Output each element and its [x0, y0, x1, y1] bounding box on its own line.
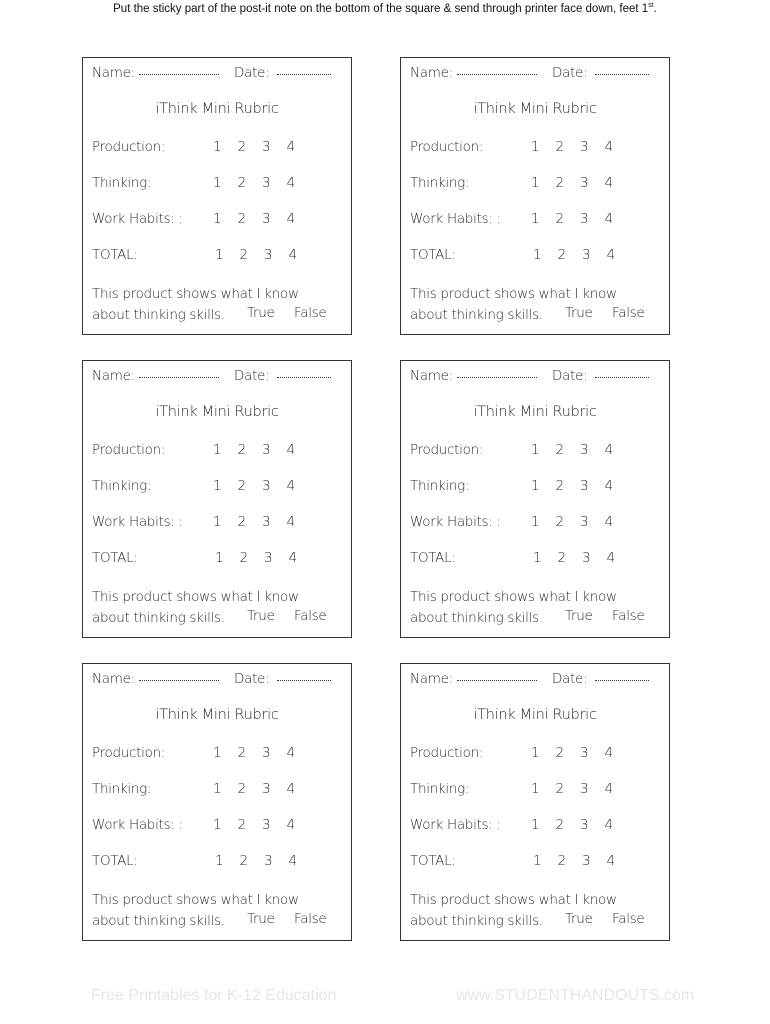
score-options	[213, 442, 311, 458]
score-options	[531, 745, 629, 761]
score-option[interactable]: 2	[239, 247, 248, 263]
criterion-label: Thinking:	[410, 175, 470, 191]
score-option[interactable]: 3	[580, 139, 589, 155]
statement-line-1: This product shows what I know	[410, 589, 617, 605]
criterion-label: Production:	[92, 139, 166, 155]
criterion-label: Work Habits: :	[92, 514, 183, 530]
criterion-label: Thinking:	[92, 478, 152, 494]
name-blank[interactable]	[139, 74, 219, 75]
date-field[interactable]	[552, 671, 649, 687]
score-option[interactable]: 2	[237, 478, 246, 494]
date-label: Date:	[234, 368, 270, 384]
score-option[interactable]: 4	[604, 478, 613, 494]
name-field[interactable]	[92, 65, 219, 81]
score-options	[213, 817, 311, 833]
statement-line-1: This product shows what I know	[92, 286, 299, 302]
name-blank[interactable]	[457, 74, 537, 75]
score-options	[213, 139, 311, 155]
score-option[interactable]: 1	[531, 442, 540, 458]
score-option[interactable]: 4	[286, 781, 295, 797]
date-blank[interactable]	[277, 74, 331, 75]
statement-line-2: about thinking skills.	[410, 913, 543, 929]
score-option[interactable]: 1	[531, 745, 540, 761]
date-label: Date:	[552, 671, 588, 687]
date-field[interactable]	[234, 65, 331, 81]
name-blank[interactable]	[457, 377, 537, 378]
true-option[interactable]: True	[247, 305, 275, 321]
rubric-card	[400, 360, 670, 638]
criterion-label: Thinking:	[92, 781, 152, 797]
date-field[interactable]	[552, 368, 649, 384]
true-option[interactable]: True	[565, 911, 593, 927]
score-option[interactable]: 3	[580, 478, 589, 494]
date-blank[interactable]	[277, 377, 331, 378]
score-option[interactable]: 3	[262, 442, 271, 458]
footer-left-watermark: Free Printables for K-12 Education	[91, 987, 337, 1004]
name-field[interactable]	[410, 671, 537, 687]
statement-line-2: about thinking skills.	[92, 307, 225, 323]
score-option[interactable]: 1	[213, 817, 222, 833]
score-options	[213, 478, 311, 494]
score-option[interactable]: 2	[239, 853, 248, 869]
score-option[interactable]: 1	[531, 211, 540, 227]
score-option[interactable]: 2	[237, 139, 246, 155]
criterion-label: Work Habits: :	[92, 211, 183, 227]
name-label: Name:	[92, 368, 135, 384]
score-option[interactable]: 4	[286, 817, 295, 833]
criterion-label: Thinking:	[410, 478, 470, 494]
score-option[interactable]: 1	[215, 550, 224, 566]
score-option[interactable]: 4	[604, 139, 613, 155]
score-option[interactable]: 3	[580, 442, 589, 458]
score-option[interactable]: 4	[286, 514, 295, 530]
score-option[interactable]: 3	[262, 175, 271, 191]
date-blank[interactable]	[277, 680, 331, 681]
score-option[interactable]: 1	[213, 781, 222, 797]
rubric-title: iThink Mini Rubric	[473, 101, 597, 117]
score-option[interactable]: 1	[533, 247, 542, 263]
criterion-label: TOTAL:	[92, 550, 138, 566]
statement-line-1: This product shows what I know	[410, 286, 617, 302]
score-option[interactable]: 4	[288, 247, 297, 263]
date-label: Date:	[552, 368, 588, 384]
score-options	[531, 442, 629, 458]
date-blank[interactable]	[595, 377, 649, 378]
score-option[interactable]: 3	[262, 514, 271, 530]
name-label: Name:	[92, 65, 135, 81]
criterion-label: Thinking:	[92, 175, 152, 191]
score-option[interactable]: 4	[286, 175, 295, 191]
false-option[interactable]: False	[612, 305, 645, 321]
score-option[interactable]: 1	[531, 817, 540, 833]
score-option[interactable]: 1	[531, 478, 540, 494]
statement-line-2: about thinking skills.	[92, 610, 225, 626]
date-label: Date:	[234, 65, 270, 81]
score-option[interactable]: 2	[555, 175, 564, 191]
score-options	[215, 853, 313, 869]
criterion-label: TOTAL:	[410, 550, 456, 566]
score-option[interactable]: 2	[555, 211, 564, 227]
score-options	[213, 781, 311, 797]
criterion-label: TOTAL:	[410, 853, 456, 869]
score-option[interactable]: 2	[555, 514, 564, 530]
score-option[interactable]: 4	[604, 514, 613, 530]
score-option[interactable]: 4	[286, 442, 295, 458]
true-option[interactable]: True	[247, 608, 275, 624]
statement-line-2: about thinking skills.	[92, 913, 225, 929]
score-option[interactable]: 3	[262, 781, 271, 797]
score-option[interactable]: 4	[604, 745, 613, 761]
score-option[interactable]: 1	[533, 853, 542, 869]
score-options	[533, 550, 631, 566]
score-option[interactable]: 4	[286, 211, 295, 227]
statement-line-1: This product shows what I know	[92, 892, 299, 908]
score-options	[213, 211, 311, 227]
score-option[interactable]: 2	[237, 442, 246, 458]
statement-line-2: about thinking skills.	[410, 307, 543, 323]
statement-line-1: This product shows what I know	[92, 589, 299, 605]
criterion-label: TOTAL:	[410, 247, 456, 263]
score-option[interactable]: 2	[555, 781, 564, 797]
criterion-label: Production:	[92, 442, 166, 458]
score-options	[213, 175, 311, 191]
score-option[interactable]: 2	[555, 745, 564, 761]
false-option[interactable]: False	[294, 305, 327, 321]
false-option[interactable]: False	[294, 911, 327, 927]
score-option[interactable]: 3	[582, 853, 591, 869]
name-label: Name:	[410, 368, 453, 384]
score-option[interactable]: 4	[286, 139, 295, 155]
printing-instruction: Put the sticky part of the post-it note on the bottom of the square & send through printer face down, feet 1st.	[113, 2, 657, 15]
score-option[interactable]: 1	[213, 139, 222, 155]
score-option[interactable]: 2	[239, 550, 248, 566]
score-option[interactable]: 2	[555, 817, 564, 833]
score-options	[213, 514, 311, 530]
score-option[interactable]: 3	[580, 817, 589, 833]
score-option[interactable]: 1	[213, 211, 222, 227]
rubric-card	[82, 360, 352, 638]
score-option[interactable]: 4	[604, 442, 613, 458]
true-option[interactable]: True	[565, 608, 593, 624]
criterion-label: Production:	[92, 745, 166, 761]
rubric-title: iThink Mini Rubric	[473, 707, 597, 723]
score-option[interactable]: 4	[604, 817, 613, 833]
score-option[interactable]: 1	[213, 175, 222, 191]
score-option[interactable]: 1	[531, 781, 540, 797]
score-option[interactable]: 1	[531, 139, 540, 155]
criterion-label: Production:	[410, 139, 484, 155]
score-option[interactable]: 3	[582, 550, 591, 566]
score-option[interactable]: 1	[215, 247, 224, 263]
score-option[interactable]: 2	[555, 478, 564, 494]
score-option[interactable]: 3	[264, 247, 273, 263]
statement-line-2: about thinking skills.	[410, 610, 543, 626]
score-options	[531, 514, 629, 530]
score-option[interactable]: 4	[604, 781, 613, 797]
score-option[interactable]: 3	[580, 175, 589, 191]
rubric-card	[82, 57, 352, 335]
date-label: Date:	[552, 65, 588, 81]
score-option[interactable]: 4	[604, 175, 613, 191]
score-option[interactable]: 1	[531, 175, 540, 191]
criterion-label: TOTAL:	[92, 247, 138, 263]
name-field[interactable]	[410, 368, 537, 384]
score-option[interactable]: 2	[557, 550, 566, 566]
criterion-label: Production:	[410, 442, 484, 458]
score-options	[531, 478, 629, 494]
score-option[interactable]: 1	[531, 514, 540, 530]
score-option[interactable]: 1	[533, 550, 542, 566]
score-options	[531, 211, 629, 227]
score-option[interactable]: 4	[288, 853, 297, 869]
rubric-title: iThink Mini Rubric	[155, 707, 279, 723]
name-blank[interactable]	[139, 680, 219, 681]
date-blank[interactable]	[595, 74, 649, 75]
rubric-title: iThink Mini Rubric	[155, 101, 279, 117]
score-options	[531, 781, 629, 797]
score-option[interactable]: 4	[606, 247, 615, 263]
date-field[interactable]	[234, 671, 331, 687]
score-option[interactable]: 4	[286, 745, 295, 761]
score-options	[533, 853, 631, 869]
rubric-card	[400, 57, 670, 335]
score-option[interactable]: 3	[264, 853, 273, 869]
date-field[interactable]	[552, 65, 649, 81]
score-option[interactable]: 2	[237, 745, 246, 761]
score-option[interactable]: 1	[213, 514, 222, 530]
footer-right-watermark: www.STUDENTHANDOUTS.com	[456, 987, 695, 1004]
score-options	[533, 247, 631, 263]
statement-line-1: This product shows what I know	[410, 892, 617, 908]
false-option[interactable]: False	[294, 608, 327, 624]
score-options	[531, 139, 629, 155]
true-option[interactable]: True	[565, 305, 593, 321]
score-option[interactable]: 4	[604, 211, 613, 227]
score-option[interactable]: 3	[580, 514, 589, 530]
score-option[interactable]: 4	[288, 550, 297, 566]
score-option[interactable]: 1	[213, 745, 222, 761]
rubric-card	[400, 663, 670, 941]
criterion-label: Production:	[410, 745, 484, 761]
score-options	[213, 745, 311, 761]
score-option[interactable]: 2	[555, 442, 564, 458]
score-option[interactable]: 2	[237, 211, 246, 227]
true-option[interactable]: True	[247, 911, 275, 927]
score-option[interactable]: 2	[557, 247, 566, 263]
score-option[interactable]: 3	[262, 817, 271, 833]
false-option[interactable]: False	[612, 608, 645, 624]
score-options	[215, 247, 313, 263]
date-blank[interactable]	[595, 680, 649, 681]
name-field[interactable]	[92, 671, 219, 687]
score-option[interactable]: 4	[606, 853, 615, 869]
name-label: Name:	[410, 65, 453, 81]
score-option[interactable]: 2	[557, 853, 566, 869]
criterion-label: Work Habits: :	[410, 514, 501, 530]
criterion-label: Work Habits: :	[92, 817, 183, 833]
score-option[interactable]: 3	[262, 478, 271, 494]
criterion-label: TOTAL:	[92, 853, 138, 869]
false-option[interactable]: False	[612, 911, 645, 927]
score-option[interactable]: 3	[582, 247, 591, 263]
score-option[interactable]: 1	[215, 853, 224, 869]
criterion-label: Work Habits: :	[410, 211, 501, 227]
criterion-label: Work Habits: :	[410, 817, 501, 833]
score-option[interactable]: 4	[606, 550, 615, 566]
score-option[interactable]: 4	[286, 478, 295, 494]
score-option[interactable]: 2	[237, 175, 246, 191]
score-option[interactable]: 2	[237, 781, 246, 797]
name-blank[interactable]	[139, 377, 219, 378]
score-option[interactable]: 3	[262, 745, 271, 761]
rubric-title: iThink Mini Rubric	[155, 404, 279, 420]
score-option[interactable]: 2	[555, 139, 564, 155]
name-blank[interactable]	[457, 680, 537, 681]
score-options	[215, 550, 313, 566]
score-options	[531, 175, 629, 191]
name-label: Name:	[410, 671, 453, 687]
score-option[interactable]: 2	[237, 817, 246, 833]
score-option[interactable]: 3	[580, 211, 589, 227]
score-option[interactable]: 2	[237, 514, 246, 530]
name-field[interactable]	[92, 368, 219, 384]
score-option[interactable]: 3	[262, 139, 271, 155]
score-option[interactable]: 1	[213, 478, 222, 494]
rubric-title: iThink Mini Rubric	[473, 404, 597, 420]
rubric-card	[82, 663, 352, 941]
date-field[interactable]	[234, 368, 331, 384]
name-field[interactable]	[410, 65, 537, 81]
score-options	[531, 817, 629, 833]
score-option[interactable]: 1	[213, 442, 222, 458]
score-option[interactable]: 3	[262, 211, 271, 227]
score-option[interactable]: 3	[580, 745, 589, 761]
date-label: Date:	[234, 671, 270, 687]
name-label: Name:	[92, 671, 135, 687]
score-option[interactable]: 3	[580, 781, 589, 797]
criterion-label: Thinking:	[410, 781, 470, 797]
score-option[interactable]: 3	[264, 550, 273, 566]
